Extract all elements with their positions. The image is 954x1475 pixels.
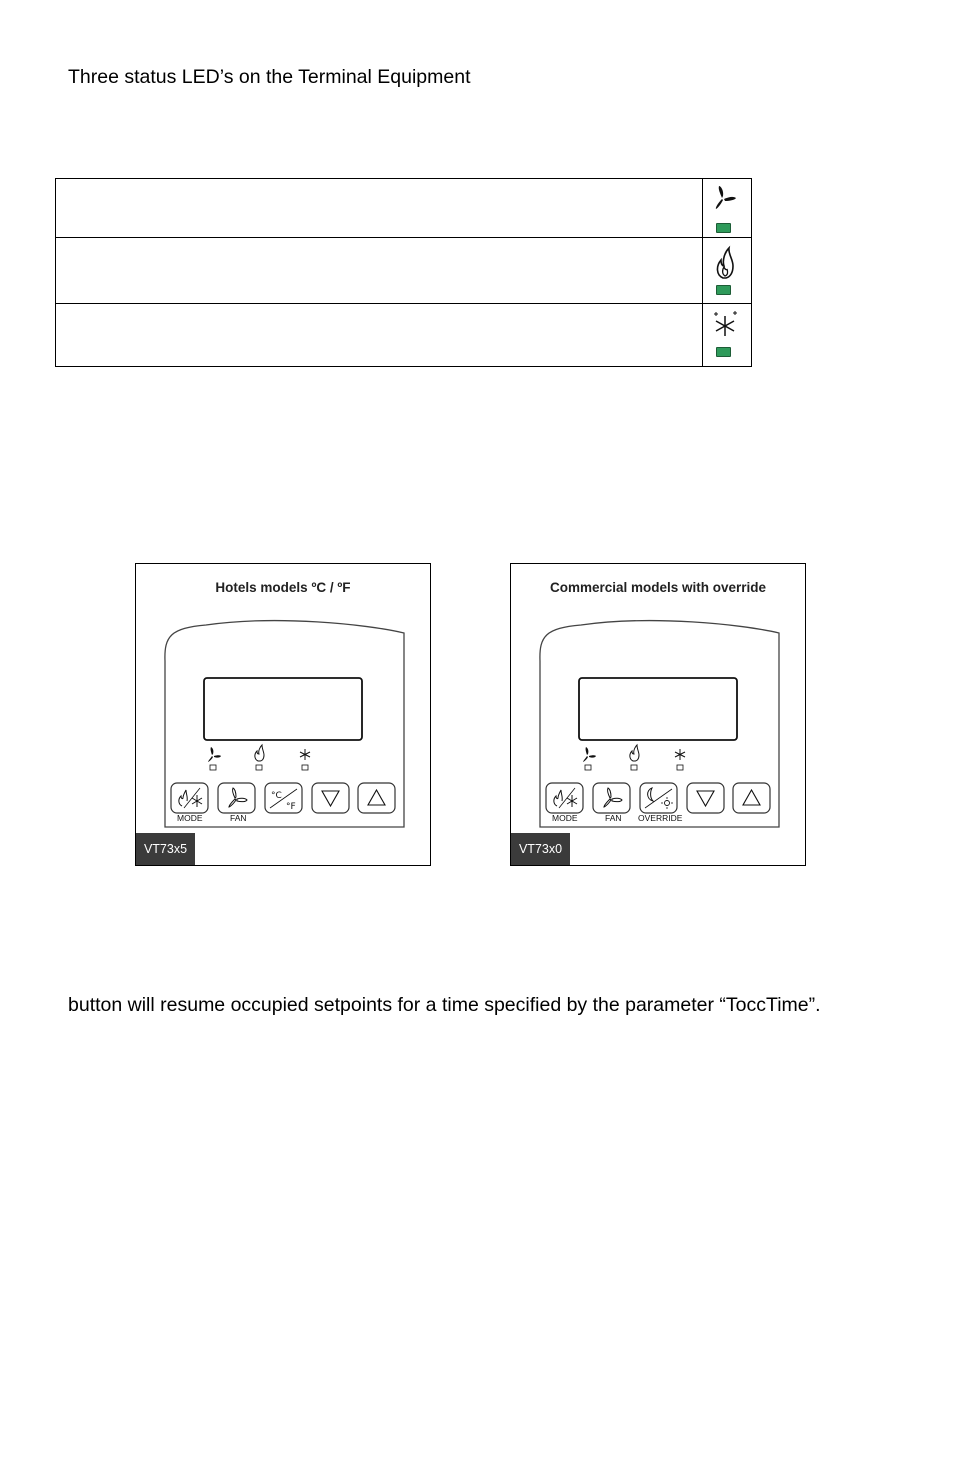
unit-toggle-button[interactable]: [265, 783, 302, 813]
led-indicator-cell: [703, 179, 751, 237]
up-button[interactable]: [733, 783, 770, 813]
mode-button[interactable]: [171, 783, 208, 813]
fan-button-label: FAN: [230, 813, 247, 823]
heat-led: [716, 285, 731, 295]
fan-button-label: FAN: [605, 813, 622, 823]
svg-text:°F: °F: [286, 802, 296, 812]
outro-paragraph: button will resume occupied setpoints for a time specified by the parameter “ToccTime”.: [68, 994, 821, 1016]
mode-button[interactable]: [546, 783, 583, 813]
thermostat-figure-hotel: [135, 563, 431, 866]
cool-led: [716, 347, 731, 357]
fan-button[interactable]: [593, 783, 630, 813]
led-description-cell: [56, 179, 703, 237]
led-description-cell: [56, 304, 703, 367]
status-led-table: [55, 178, 752, 367]
flame-icon: [710, 242, 744, 282]
fan-led: [716, 223, 731, 233]
figure-title: Hotels models ºC / ºF: [215, 580, 351, 595]
model-tag: VT73x5: [136, 833, 195, 865]
down-button[interactable]: [312, 783, 349, 813]
led-description-cell: [56, 238, 703, 303]
snowflake-icon: [710, 308, 744, 344]
override-button[interactable]: [640, 783, 677, 813]
thermostat-figure-commercial: [510, 563, 806, 866]
fan-button[interactable]: [218, 783, 255, 813]
led-row-fan: [56, 179, 751, 238]
intro-paragraph: Three status LED’s on the Terminal Equipment: [68, 66, 471, 88]
up-button[interactable]: [358, 783, 395, 813]
fan-icon: [710, 183, 744, 217]
figure-title: Commercial models with override: [549, 580, 767, 595]
led-row-cool: [56, 304, 751, 367]
model-tag: VT73x0: [511, 833, 570, 865]
led-indicator-cell: [703, 304, 751, 367]
led-indicator-cell: [703, 238, 751, 303]
svg-text:°C: °C: [271, 791, 282, 801]
led-row-heat: [56, 238, 751, 304]
override-button-label: OVERRIDE: [638, 813, 683, 823]
mode-button-label: MODE: [552, 813, 578, 823]
mode-button-label: MODE: [177, 813, 203, 823]
down-button[interactable]: [687, 783, 724, 813]
